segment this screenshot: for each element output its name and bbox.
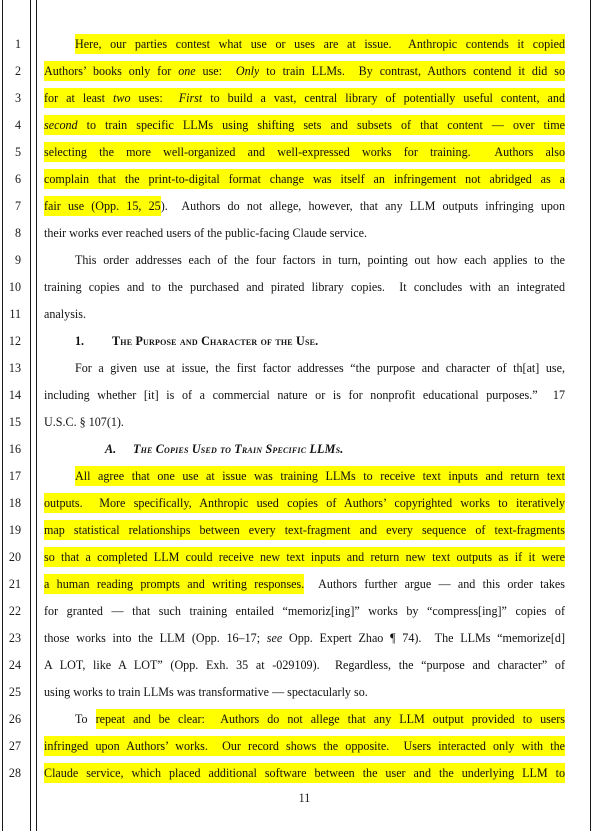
line-number: 24 <box>8 658 21 672</box>
highlighted-text: a human reading prompts and writing responses. <box>44 574 304 594</box>
document-line <box>44 112 565 139</box>
highlighted-text: for at least <box>44 88 113 108</box>
line-number: 11 <box>9 307 21 321</box>
document-line <box>44 625 565 652</box>
body-text: ). Authors do not allege, however, that any LLM outputs infringing upon <box>160 199 565 213</box>
heading-text: The Copies Used to Train Specific LLMs. <box>133 442 344 456</box>
body-text: A LOT, like A LOT” (Opp. Exh. 35 at -029109). Regardless, the “purpose and character” of <box>44 658 565 672</box>
highlighted-text: selecting the more well-organized and well-expressed works for training. Authors also <box>44 142 565 162</box>
line-number: 1 <box>14 37 21 51</box>
body-text: those works into the LLM (Opp. 16–17; <box>44 631 267 645</box>
highlighted-text: Authors’ books only for <box>44 61 178 81</box>
highlighted-text: use: <box>196 61 236 81</box>
line-number: 12 <box>8 334 21 348</box>
document-line <box>44 760 565 787</box>
heading-text: The Purpose and Character of the Use. <box>112 334 319 348</box>
line-number: 26 <box>8 712 21 726</box>
document-line <box>44 220 565 247</box>
document-line <box>44 490 565 517</box>
body-text: To <box>75 712 96 726</box>
heading-number: 1. <box>75 334 85 348</box>
highlighted-text: Only <box>236 61 260 81</box>
document-line <box>44 355 565 382</box>
document-line <box>44 706 565 733</box>
document-line <box>44 463 565 490</box>
highlighted-text: All agree that one use at issue was training LLMs to receive text inputs and return text <box>75 466 565 486</box>
line-number: 13 <box>8 361 21 375</box>
line-number: 16 <box>8 442 21 456</box>
document-line <box>44 301 565 328</box>
line-number: 28 <box>8 766 21 780</box>
document-line <box>44 409 565 436</box>
highlighted-text: infringed upon Authors’ works. Our record shows the opposite. Users interacted only with the <box>44 736 565 756</box>
highlighted-text: map statistical relationships between every text-fragment and every sequence of text-fragments <box>44 520 565 540</box>
document-line <box>44 571 565 598</box>
document-line <box>44 166 565 193</box>
line-number: 19 <box>8 523 21 537</box>
body-text: including whether [it] is of a commercial nature or is for nonprofit educational purposes.” 17 <box>44 388 565 402</box>
highlighted-text: uses: <box>131 88 179 108</box>
body-text: For a given use at issue, the first factor addresses “the purpose and character of th[at] use, <box>75 361 565 375</box>
document-line <box>44 274 565 301</box>
highlighted-text: to train specific LLMs using shifting sets and subsets of that content — over time <box>78 115 565 135</box>
document-line <box>44 58 565 85</box>
highlighted-text: First <box>179 88 203 108</box>
document-line <box>44 733 565 760</box>
line-number: 3 <box>14 91 21 105</box>
line-number: 9 <box>14 253 21 267</box>
line-number: 25 <box>8 685 21 699</box>
line-number: 15 <box>8 415 21 429</box>
body-text: This order addresses each of the four factors in turn, pointing out how each applies to the <box>75 253 565 267</box>
document-line <box>44 139 565 166</box>
line-number: 27 <box>8 739 21 753</box>
highlighted-text: Claude service, which placed additional software between the user and the underlying LLM to <box>44 763 565 783</box>
section-heading <box>44 328 596 355</box>
line-number: 17 <box>8 469 21 483</box>
highlighted-text: complain that the print-to-digital format change was itself an infringement not abridged as a <box>44 169 565 189</box>
line-number: 2 <box>14 64 21 78</box>
body-text: analysis. <box>44 307 86 321</box>
line-number: 23 <box>8 631 21 645</box>
highlighted-text: repeat and be clear: Authors do not allege that any LLM output provided to users <box>96 709 565 729</box>
page-number: 11 <box>298 791 311 805</box>
body-text: U.S.C. § 107(1). <box>44 415 124 429</box>
document-line <box>44 31 565 58</box>
body-text: see <box>266 631 283 645</box>
highlighted-text: to train LLMs. By contrast, Authors contend it did so <box>259 61 565 81</box>
highlighted-text: fair use (Opp. 15, 25 <box>44 196 161 216</box>
body-text: Opp. Expert Zhao ¶ 74). The LLMs “memorize[d] <box>282 631 565 645</box>
line-number: 18 <box>8 496 21 510</box>
body-text: using works to train LLMs was transformative — spectacularly so. <box>44 685 368 699</box>
document-line <box>44 517 565 544</box>
document-line <box>44 193 565 220</box>
right-margin-rule <box>590 0 591 831</box>
highlighted-text: two <box>113 88 130 108</box>
document-line <box>44 247 565 274</box>
document-line <box>44 382 565 409</box>
line-number: 10 <box>8 280 21 294</box>
line-number: 20 <box>8 550 21 564</box>
body-text: for granted — that such training entailed “memoriz[ing]” works by “compress[ing]” copies of <box>44 604 565 618</box>
highlighted-text: to build a vast, central library of potentially useful content, and <box>202 88 565 108</box>
line-number: 7 <box>14 199 21 213</box>
highlighted-text: second <box>44 115 78 135</box>
line-number: 8 <box>14 226 21 240</box>
line-number: 4 <box>14 118 21 132</box>
highlighted-text: outputs. More specifically, Anthropic used copies of Authors’ copyrighted works to iteratively <box>44 493 565 513</box>
body-text: Authors further argue — and this order takes <box>304 577 565 591</box>
document-line <box>44 544 565 571</box>
highlighted-text: one <box>178 61 195 81</box>
line-number-column <box>0 0 21 831</box>
body-text: their works ever reached users of the public-facing Claude service. <box>44 226 368 240</box>
double-margin-rule <box>30 0 37 831</box>
text-column <box>44 0 565 831</box>
line-number: 22 <box>8 604 21 618</box>
document-line <box>44 652 565 679</box>
section-heading <box>44 436 608 463</box>
line-number: 6 <box>14 172 21 186</box>
highlighted-text: so that a completed LLM could receive new text inputs and return new text outputs as if it were <box>44 547 565 567</box>
highlighted-text: Here, our parties contest what use or uses are at issue. Anthropic contends it copied <box>75 34 565 54</box>
line-number: 5 <box>14 145 21 159</box>
document-line <box>44 679 565 706</box>
document-line <box>44 598 565 625</box>
body-text: training copies and to the purchased and pirated library copies. It concludes with an integrated <box>44 280 565 294</box>
line-number: 14 <box>8 388 21 402</box>
heading-number: A. <box>105 442 117 456</box>
document-line <box>44 85 565 112</box>
line-number: 21 <box>8 577 21 591</box>
